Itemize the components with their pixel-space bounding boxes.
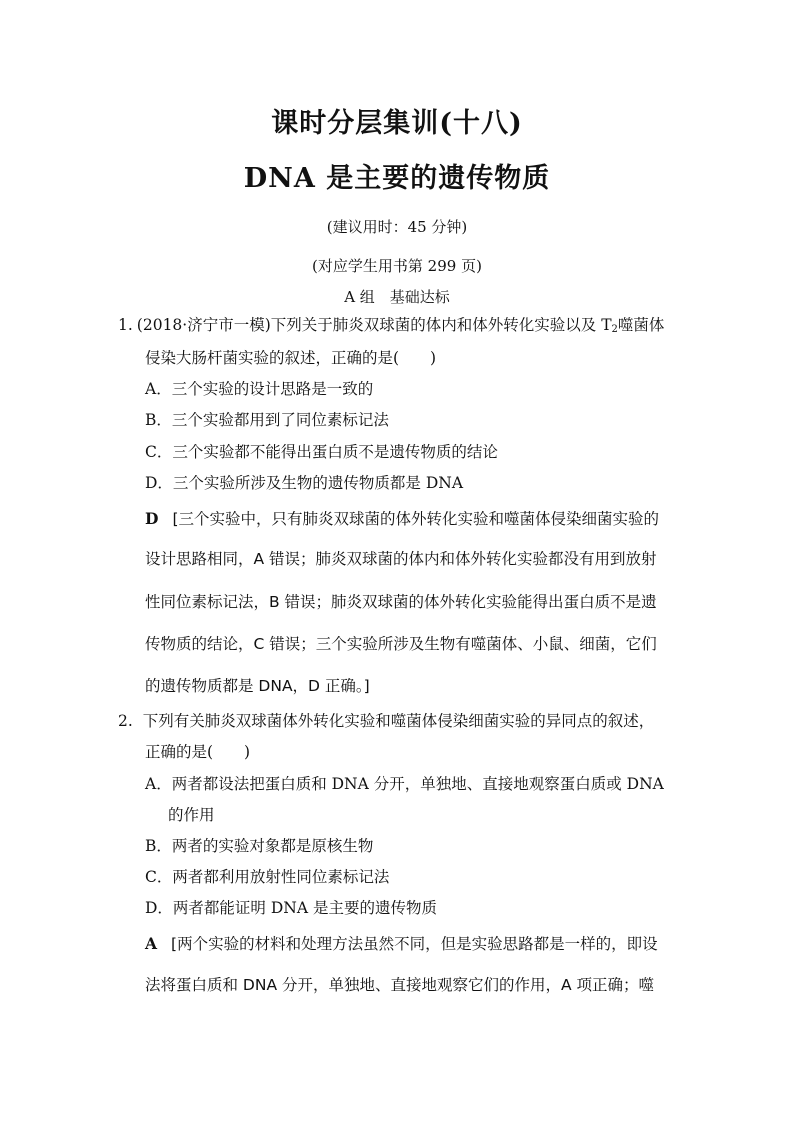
question-1-option-b: B．三个实验都用到了同位素标记法 — [145, 411, 389, 429]
page-subtitle: DNA 是主要的遗传物质 — [243, 163, 551, 194]
question-2-option-b: B．两者的实验对象都是原核生物 — [145, 837, 374, 855]
question-1-explanation-2: 设计思路相同，A 错误；肺炎双球菌的体内和体外转化实验都没有用到放射 — [145, 550, 657, 568]
question-1-stem-subscript: 2 — [611, 324, 618, 335]
page-title: 课时分层集训(十八) — [271, 108, 523, 139]
question-2-stem-1: 下列有关肺炎双球菌体外转化实验和噬菌体侵染细菌实验的异同点的叙述， — [142, 712, 655, 730]
question-2-option-c: C．两者都利用放射性同位素标记法 — [145, 868, 390, 886]
question-1-number: 1. — [118, 316, 133, 334]
question-1-explanation-4: 传物质的结论，C 错误；三个实验所涉及生物有噬菌体、小鼠、细菌，它们 — [145, 635, 657, 653]
question-2-stem-line-2: 正确的是( ) — [145, 743, 251, 761]
question-1-explanation-3: 性同位素标记法，B 错误；肺炎双球菌的体外转化实验能得出蛋白质不是遗 — [145, 593, 657, 611]
question-1-option-a: A．三个实验的设计思路是一致的 — [145, 380, 374, 398]
book-reference-suffix: 页) — [456, 257, 482, 275]
book-reference — [0, 255, 794, 276]
question-2-option-a-continued: 的作用 — [168, 806, 215, 824]
question-2-answer-line-1 — [145, 932, 658, 954]
question-1-stem-line-1 — [118, 313, 664, 335]
question-1-source: (2018·济宁市一模) — [136, 316, 271, 334]
book-reference-page: 299 — [427, 257, 457, 275]
question-1-option-d: D．三个实验所涉及生物的遗传物质都是 DNA — [145, 474, 464, 492]
group-heading: A 组 基础达标 — [344, 288, 450, 306]
question-2-stem-line-1 — [118, 709, 654, 731]
time-hint: (建议用时：45 分钟) — [326, 218, 468, 236]
question-2-option-d: D．两者都能证明 DNA 是主要的遗传物质 — [145, 899, 437, 917]
question-1-stem-line-2: 侵染大肠杆菌实验的叙述，正确的是( ) — [145, 349, 437, 367]
question-1-answer-line-1 — [145, 507, 659, 529]
question-1-stem-a: 下列关于肺炎双球菌的体内和体外转化实验以及 T — [270, 316, 612, 334]
question-2-option-a: A．两者都设法把蛋白质和 DNA 分开，单独地、直接地观察蛋白质或 DNA — [145, 775, 664, 793]
question-2-explanation-1: [两个实验的材料和处理方法虽然不同，但是实验思路都是一样的，即设 — [171, 935, 658, 953]
question-1-stem-b: 噬菌体 — [617, 316, 665, 334]
question-2-number: 2. — [118, 712, 133, 730]
book-reference-prefix: (对应学生用书第 — [312, 257, 428, 275]
question-2-explanation-2: 法将蛋白质和 DNA 分开，单独地、直接地观察它们的作用，A 项正确；噬 — [145, 976, 655, 994]
question-1-answer-key: D — [145, 509, 159, 528]
question-1-explanation-1: [三个实验中，只有肺炎双球菌的体外转化实验和噬菌体侵染细菌实验的 — [172, 510, 660, 528]
question-1-option-c: C．三个实验都不能得出蛋白质不是遗传物质的结论 — [145, 443, 498, 461]
question-2-answer-key: A — [145, 934, 158, 953]
question-1-explanation-5: 的遗传物质都是 DNA，D 正确。] — [145, 677, 370, 695]
